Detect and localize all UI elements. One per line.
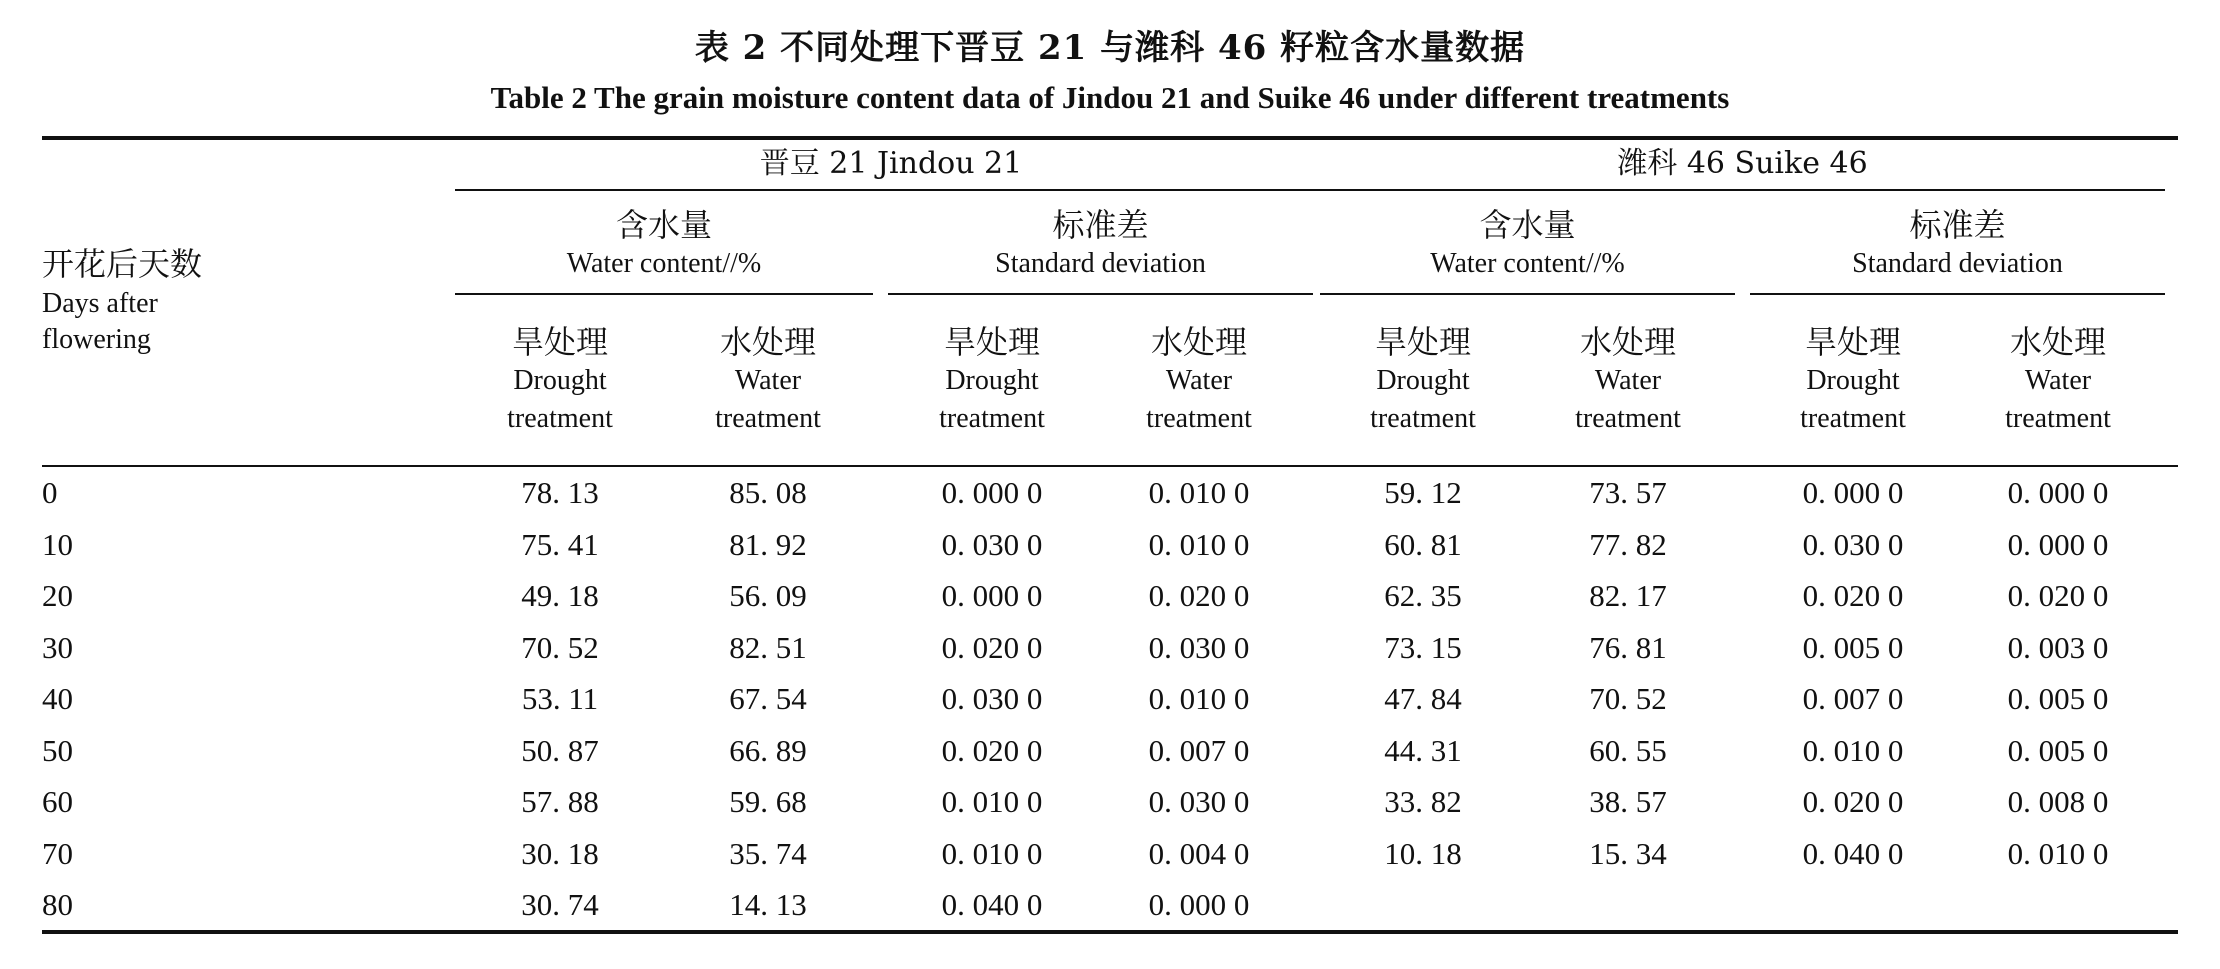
table-cell: 38. 57 xyxy=(1589,784,1667,819)
treatment-label-en: Water xyxy=(734,365,802,396)
treatment-label-en: Water xyxy=(1165,365,1233,396)
table-cell: 0. 040 0 xyxy=(1802,836,1904,871)
table-cell: 0. 005 0 xyxy=(1802,630,1904,665)
measure-label-en: Water content//% xyxy=(566,248,762,279)
table-cell: 0. 005 0 xyxy=(2007,733,2109,768)
table-cell: 35. 74 xyxy=(729,836,807,871)
table-cell: 0. 020 0 xyxy=(941,630,1043,665)
table-cell: 75. 41 xyxy=(521,527,599,562)
table-cell: 60. 81 xyxy=(1384,527,1462,562)
table-cell: 0. 008 0 xyxy=(2007,784,2109,819)
treatment-label-en: treatment xyxy=(507,403,613,434)
table-cell: 0. 020 0 xyxy=(1802,578,1904,613)
table-cell: 85. 08 xyxy=(729,475,807,510)
table-cell: 66. 89 xyxy=(729,733,807,768)
row-header-cn: 开花后天数 xyxy=(42,245,203,283)
table-cell: 0. 020 0 xyxy=(941,733,1043,768)
variety-rule-suike xyxy=(1320,189,2165,191)
table-cell: 56. 09 xyxy=(729,578,807,613)
treatment-label-cn: 旱处理 xyxy=(511,323,608,361)
measure-rule-1 xyxy=(455,293,873,295)
table-row-day: 10 xyxy=(42,527,73,562)
variety-rule-jindou xyxy=(455,189,1327,191)
table-cell: 0. 010 0 xyxy=(941,784,1043,819)
variety-label: 潍科 46 Suike 46 xyxy=(1617,146,1868,181)
table-cell: 78. 13 xyxy=(521,475,599,510)
table-cell: 10. 18 xyxy=(1384,836,1462,871)
treatment-label-en: Drought xyxy=(1806,365,1900,396)
treatment-label-en: Drought xyxy=(945,365,1039,396)
table-row-day: 60 xyxy=(42,784,73,819)
table-cell: 82. 51 xyxy=(729,630,807,665)
header-bottom-rule xyxy=(42,465,2178,467)
table-cell: 0. 000 0 xyxy=(2007,527,2109,562)
table-cell: 50. 87 xyxy=(521,733,599,768)
treatment-header-3 xyxy=(887,322,1097,438)
table-cell: 0. 005 0 xyxy=(2007,681,2109,716)
table-cell: 73. 15 xyxy=(1384,630,1462,665)
treatment-label-cn: 旱处理 xyxy=(943,323,1040,361)
treatment-label-en: Water xyxy=(1594,365,1662,396)
measure-label-en: Standard deviation xyxy=(1852,248,2063,279)
treatment-label-en: treatment xyxy=(715,403,821,434)
table-cell: 33. 82 xyxy=(1384,784,1462,819)
bottom-rule xyxy=(42,930,2178,934)
measure-label-cn: 含水量 xyxy=(615,206,712,244)
table-cell: 14. 13 xyxy=(729,887,807,922)
treatment-label-cn: 旱处理 xyxy=(1804,323,1901,361)
measure-header-std-jindou xyxy=(888,205,1313,283)
table-row-day: 40 xyxy=(42,681,73,716)
table-cell: 0. 010 0 xyxy=(1148,527,1250,562)
table-cell: 0. 000 0 xyxy=(1148,887,1250,922)
table-cell: 47. 84 xyxy=(1384,681,1462,716)
table-cell: 73. 57 xyxy=(1589,475,1667,510)
table-cell: 15. 34 xyxy=(1589,836,1667,871)
treatment-label-en: Drought xyxy=(1376,365,1470,396)
treatment-label-cn: 旱处理 xyxy=(1374,323,1471,361)
table-cell: 0. 000 0 xyxy=(2007,475,2109,510)
table-cell: 0. 000 0 xyxy=(941,475,1043,510)
treatment-header-2 xyxy=(663,322,873,438)
table-cell: 0. 040 0 xyxy=(941,887,1043,922)
table-cell: 57. 88 xyxy=(521,784,599,819)
table-row-day: 30 xyxy=(42,630,73,665)
measure-label-cn: 标准差 xyxy=(1909,206,2006,244)
table-cell: 0. 003 0 xyxy=(2007,630,2109,665)
table-cell: 0. 010 0 xyxy=(2007,836,2109,871)
treatment-header-4 xyxy=(1094,322,1304,438)
row-header-days xyxy=(42,242,262,358)
top-rule xyxy=(42,136,2178,140)
table-cell: 0. 030 0 xyxy=(941,527,1043,562)
table-cell: 30. 74 xyxy=(521,887,599,922)
table-cell: 49. 18 xyxy=(521,578,599,613)
table-cell: 0. 020 0 xyxy=(1148,578,1250,613)
table-cell: 0. 010 0 xyxy=(1802,733,1904,768)
table-cell: 0. 010 0 xyxy=(1148,681,1250,716)
table-row-day: 0 xyxy=(42,475,58,510)
table-cell: 62. 35 xyxy=(1384,578,1462,613)
table-cell: 0. 004 0 xyxy=(1148,836,1250,871)
treatment-header-1 xyxy=(455,322,665,438)
table-cell: 0. 007 0 xyxy=(1148,733,1250,768)
variety-header-suike xyxy=(1320,146,2165,182)
table-cell: 0. 010 0 xyxy=(941,836,1043,871)
treatment-label-en: treatment xyxy=(1575,403,1681,434)
measure-label-en: Standard deviation xyxy=(995,248,1206,279)
table-cell: 70. 52 xyxy=(521,630,599,665)
table-cell: 70. 52 xyxy=(1589,681,1667,716)
measure-header-water-content-jindou xyxy=(455,205,873,283)
table-cell: 82. 17 xyxy=(1589,578,1667,613)
variety-label: 晋豆 21 Jindou 21 xyxy=(759,146,1023,181)
table-cell: 60. 55 xyxy=(1589,733,1667,768)
measure-header-water-content-suike xyxy=(1320,205,1735,283)
table-row-day: 70 xyxy=(42,836,73,871)
table-cell: 59. 12 xyxy=(1384,475,1462,510)
treatment-label-cn: 水处理 xyxy=(719,323,816,361)
table-row-day: 20 xyxy=(42,578,73,613)
table-cell: 0. 000 0 xyxy=(1802,475,1904,510)
measure-label-en: Water content//% xyxy=(1430,248,1625,279)
table-cell: 0. 010 0 xyxy=(1148,475,1250,510)
measure-rule-2 xyxy=(888,293,1313,295)
table-cell: 0. 007 0 xyxy=(1802,681,1904,716)
table-cell: 0. 030 0 xyxy=(1802,527,1904,562)
treatment-label-cn: 水处理 xyxy=(2009,323,2106,361)
table-caption-english: Table 2 The grain moisture content data of Jindou 21 and Suike 46 under different treatments xyxy=(490,80,1730,115)
table-cell: 76. 81 xyxy=(1589,630,1667,665)
table-cell: 59. 68 xyxy=(729,784,807,819)
treatment-header-8 xyxy=(1953,322,2163,438)
measure-header-std-suike xyxy=(1750,205,2165,283)
variety-header-jindou xyxy=(455,146,1327,182)
table-cell: 0. 000 0 xyxy=(941,578,1043,613)
table-cell: 0. 030 0 xyxy=(1148,784,1250,819)
treatment-label-en: treatment xyxy=(1800,403,1906,434)
treatment-label-en: treatment xyxy=(1146,403,1252,434)
table-caption-chinese: 表 2 不同处理下晋豆 21 与潍科 46 籽粒含水量数据 xyxy=(694,28,1526,68)
measure-rule-3 xyxy=(1320,293,1735,295)
table-cell: 44. 31 xyxy=(1384,733,1462,768)
row-header-en: Days after flowering xyxy=(42,288,158,355)
treatment-label-cn: 水处理 xyxy=(1579,323,1676,361)
table-cell: 0. 030 0 xyxy=(1148,630,1250,665)
table-cell: 67. 54 xyxy=(729,681,807,716)
treatment-label-en: Drought xyxy=(513,365,607,396)
treatment-label-en: Water xyxy=(2024,365,2092,396)
treatment-label-en: treatment xyxy=(1370,403,1476,434)
table-cell: 81. 92 xyxy=(729,527,807,562)
treatment-header-5 xyxy=(1318,322,1528,438)
table-cell: 0. 020 0 xyxy=(2007,578,2109,613)
table-cell: 77. 82 xyxy=(1589,527,1667,562)
treatment-label-en: treatment xyxy=(2005,403,2111,434)
treatment-header-7 xyxy=(1748,322,1958,438)
treatment-header-6 xyxy=(1523,322,1733,438)
table-cell: 30. 18 xyxy=(521,836,599,871)
table-cell: 0. 020 0 xyxy=(1802,784,1904,819)
measure-label-cn: 含水量 xyxy=(1479,206,1576,244)
table-row-day: 50 xyxy=(42,733,73,768)
table-cell: 53. 11 xyxy=(521,681,599,716)
treatment-label-en: treatment xyxy=(939,403,1045,434)
measure-label-cn: 标准差 xyxy=(1052,206,1149,244)
treatment-label-cn: 水处理 xyxy=(1150,323,1247,361)
table-cell: 0. 030 0 xyxy=(941,681,1043,716)
measure-rule-4 xyxy=(1750,293,2165,295)
table-row-day: 80 xyxy=(42,887,73,922)
